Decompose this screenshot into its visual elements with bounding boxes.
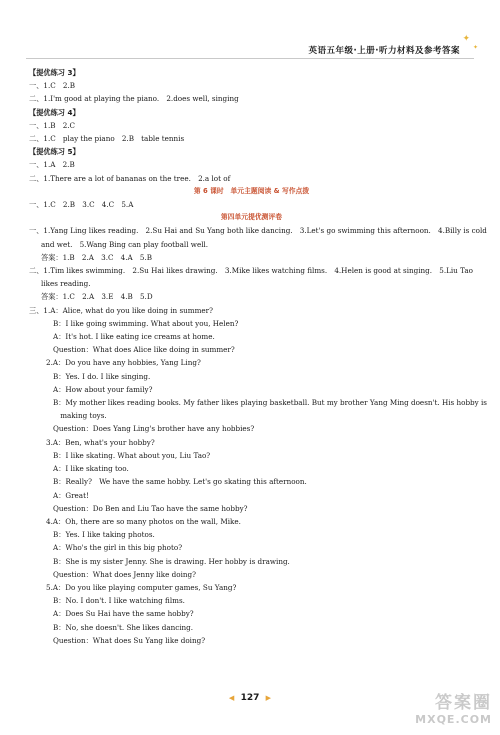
answer-line: B：No. I don't. I like watching films. <box>53 596 185 606</box>
header-divider <box>26 58 474 59</box>
answer-line: Question：What does Su Yang like doing? <box>53 635 206 645</box>
answer-line: 二、1.Tim likes swimming. 2.Su Hai likes drawing. 3.Mike likes watching films. 4.Helen is good at singing. 5.Liu Tao <box>29 266 473 276</box>
answer-line: B：She is my sister Jenny. She is drawing. Her hobby is drawing. <box>53 556 290 566</box>
unit-title: 第 6 课时 单元主题阅读 & 写作点拨 <box>193 186 310 195</box>
answer-line: Question：Does Yang Ling's brother have any hobbies? <box>53 424 255 434</box>
answer-line: A：Great! <box>53 490 89 500</box>
watermark-logo <box>408 693 492 731</box>
watermark-text-en: MXQE.COM <box>415 713 492 726</box>
answer-line: B：Yes. I like taking photos. <box>53 530 155 540</box>
answer-line: 5.A：Do you like playing computer games, Su Yang? <box>46 582 237 592</box>
watermark-text-cn: 答案圈 <box>435 693 492 713</box>
answer-line: 一、1.Yang Ling likes reading. 2.Su Hai and Su Yang both like dancing. 3.Let's go swimming this afternoon. 4.Billy is cold <box>29 226 487 236</box>
answer-line: B：Really? We have the same hobby. Let's go skating this afternoon. <box>53 477 307 487</box>
answer-line: 答案：1.C 2.A 3.E 4.B 5.D <box>41 292 153 302</box>
answer-line: 一、1.C 2.B 3.C 4.C 5.A <box>29 200 134 210</box>
answer-line: 答案：1.B 2.A 3.C 4.A 5.B <box>41 252 153 262</box>
answer-line: 二、1.C play the piano 2.B table tennis <box>29 134 185 144</box>
page-number: 127 <box>240 693 260 703</box>
answer-line: 3.A：Ben, what's your hobby? <box>46 437 155 447</box>
answer-line: B：I like going swimming. What about you, Helen? <box>53 318 239 328</box>
answer-line: A：It's hot. I like eating ice creams at home. <box>53 332 215 342</box>
answer-line: A：How about your family? <box>53 384 153 394</box>
answer-line: 二、1.There are a lot of bananas on the tree. 2.a lot of <box>29 173 231 183</box>
section-heading: 【提优练习 3】 <box>29 68 80 77</box>
answer-line: and wet. 5.Wang Bing can play football well. <box>41 239 209 249</box>
answer-line: likes reading. <box>41 279 91 289</box>
section-heading: 【提优练习 4】 <box>29 107 80 117</box>
small-star-decoration-icon: ✦ <box>472 44 478 51</box>
answer-content <box>29 66 487 647</box>
running-header: 英语五年级·上册·听力材料及参考答案 <box>308 46 460 56</box>
star-decoration-icon: ✦ <box>462 34 470 44</box>
answer-line: 一、1.B 2.C <box>29 120 76 130</box>
answer-line: A：Who's the girl in this big photo? <box>53 543 183 553</box>
answer-line: 2.A：Do you have any hobbies, Yang Ling? <box>46 358 201 368</box>
answer-line: A：Does Su Hai have the same hobby? <box>53 609 194 619</box>
answer-line: B：No, she doesn't. She likes dancing. <box>53 622 194 632</box>
next-page-arrow-icon[interactable]: ▶ <box>265 694 272 702</box>
answer-line: 一、1.A 2.B <box>29 160 75 170</box>
answer-line: 二、1.I'm good at playing the piano. 2.does well, singing <box>29 94 239 104</box>
prev-page-arrow-icon[interactable]: ◀ <box>228 694 235 702</box>
answer-line: 4.A：Oh, there are so many photos on the wall, Mike. <box>46 516 241 526</box>
answer-line: Question：Do Ben and Liu Tao have the same hobby? <box>53 503 248 513</box>
answer-line: Question：What does Alice like doing in summer? <box>53 345 235 355</box>
section-heading: 【提优练习 5】 <box>29 147 80 157</box>
unit-title: 第四单元提优测评卷 <box>220 213 283 222</box>
answer-line: Question：What does Jenny like doing? <box>53 569 196 579</box>
answer-line: making toys. <box>53 411 107 421</box>
answer-line: 一、1.C 2.B <box>29 81 76 91</box>
answer-line: B：Yes. I do. I like singing. <box>53 371 151 381</box>
answer-line: B：My mother likes reading books. My father likes playing basketball. But my brother Yang Ming doesn't. His hobby is <box>53 398 487 408</box>
answer-line: 三、1.A：Alice, what do you like doing in summer? <box>29 305 213 315</box>
answer-line: B：I like skating. What about you, Liu Tao? <box>53 450 211 460</box>
answer-line: A：I like skating too. <box>53 464 129 474</box>
